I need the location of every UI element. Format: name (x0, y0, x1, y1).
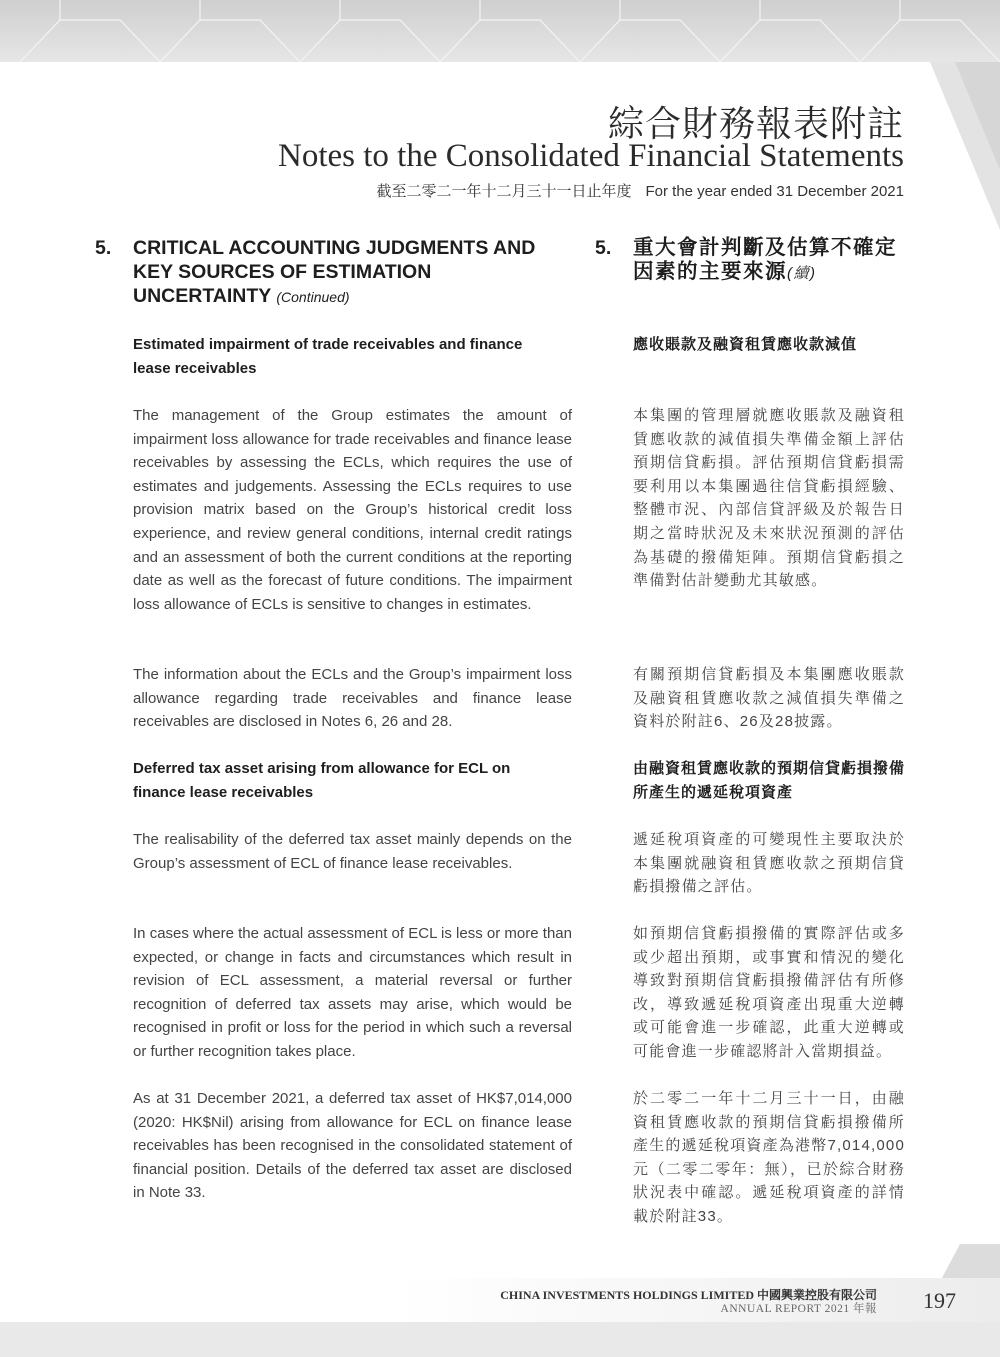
page-title-cn: 綜合財務報表附註 (607, 104, 904, 145)
paragraph-reversal-cn: 如預期信貸虧損撥備的實際評估或多或少超出預期，或事實和情況的變化導致對預期信貸虧損撥備評估有所修改，導致遞延稅項資產出現重大逆轉或可能會進一步確認，此重大逆轉或可能會進一步確認將計入當期損益。 (633, 925, 905, 1060)
chinese-column (595, 236, 905, 286)
paragraph-realisability: The realisability of the deferred tax asset mainly depends on the Group’s assessment of ECL of finance lease receivables. (133, 831, 572, 872)
paragraph-reversal: In cases where the actual assessment of ECL is less or more than expected, or change in facts and circumstances which result in revision of ECL assessment, a material reversal or further recognition of deferred tax assets may arise, which would be recognised in profit or loss for the period in which such a reversal or further recognition takes place. (133, 925, 572, 1060)
subheading-impairment: Estimated impairment of trade receivables and finance lease receivables (133, 336, 523, 377)
paragraph-ecl-disclosure: The information about the ECLs and the Group’s impairment loss allowance regarding trade receivables and finance lease receivables are disclosed in Notes 6, 26 and 28. (133, 666, 572, 731)
section-title: CRITICAL ACCOUNTING JUDGMENTS AND KEY SOURCES OF ESTIMATION UNCERTAINTY (133, 237, 536, 307)
continued-label-cn: (續) (787, 265, 817, 282)
footer-report-label: ANNUAL REPORT 2021 年報 (720, 1303, 877, 1315)
subheading-impairment-cn: 應收賬款及融資租賃應收款減值 (633, 336, 858, 353)
paragraph-deferred-tax-amount: As at 31 December 2021, a deferred tax asset of HK$7,014,000 (2020: HK$Nil) arising from allowance for ECL on finance lease receivables has been recognised in the consolidated statement of financial position. Details of the deferred tax asset are disclosed in Note 33. (133, 1090, 572, 1202)
section-number-cn: 5. (595, 237, 612, 259)
paragraph-realisability-cn: 遞延稅項資產的可變現性主要取決於本集團就融資租賃應收款之預期信貸虧損撥備之評估。 (633, 831, 905, 896)
english-column (95, 236, 573, 309)
page-number: 197 (923, 1288, 956, 1313)
period-cn: 截至二零二一年十二月三十一日止年度 (376, 183, 632, 200)
paragraph-impairment-estimate: The management of the Group estimates the amount of impairment loss allowance for trade receivables and finance lease receivables by assessing the ECLs, which requires the use of estimates and judgements. Assessing the ECLs requires to use provision matrix based on the Group’s historical credit loss experience, and review general conditions, internal credit ratings and an assessment of both the current conditions at the reporting date as well as the forecast of future conditions. The impairment loss allowance of ECLs is sensitive to changes in estimates. (133, 407, 572, 613)
section-heading-cn (595, 236, 905, 286)
subheading-deferred-tax: Deferred tax asset arising from allowance for ECL on finance lease receivables (133, 760, 511, 801)
section-title-cn: 重大會計判斷及估算不確定因素的主要來源 (633, 236, 897, 283)
period-en: For the year ended 31 December 2021 (645, 183, 904, 200)
page-subtitle (376, 180, 904, 201)
page-title-en: Notes to the Consolidated Financial Statements (278, 138, 904, 174)
paragraph-ecl-disclosure-cn: 有關預期信貸虧損及本集團應收賬款及融資租賃應收款之減值損失準備之資料於附註6、26及28披露。 (633, 666, 905, 731)
section-number: 5. (95, 237, 112, 259)
subheading-deferred-tax-cn: 由融資租賃應收款的預期信貸虧損撥備所產生的遞延稅項資產 (633, 760, 906, 801)
paragraph-deferred-tax-amount-cn: 於二零二一年十二月三十一日，由融資租賃應收款的預期信貸虧損撥備所產生的遞延稅項資產為港幣7,014,000元（二零二零年：無），已於綜合財務狀況表中確認。遞延稅項資產的詳情載於附註33。 (633, 1090, 905, 1225)
footer-company-name: CHINA INVESTMENTS HOLDINGS LIMITED 中國興業控股有限公司 (500, 1288, 877, 1302)
paragraph-impairment-estimate-cn: 本集團的管理層就應收賬款及融資租賃應收款的減值損失準備金額上評估預期信貸虧損。評估預期信貸虧損需要利用以本集團過往信貸虧損經驗、整體市況、內部信貸評級及於報告日期之當時狀況及未來狀況預測的評估為基礎的撥備矩陣。預期信貸虧損之準備對估計變動尤其敏感。 (633, 407, 905, 590)
continued-label: (Continued) (276, 289, 350, 305)
section-heading-en (95, 236, 573, 309)
